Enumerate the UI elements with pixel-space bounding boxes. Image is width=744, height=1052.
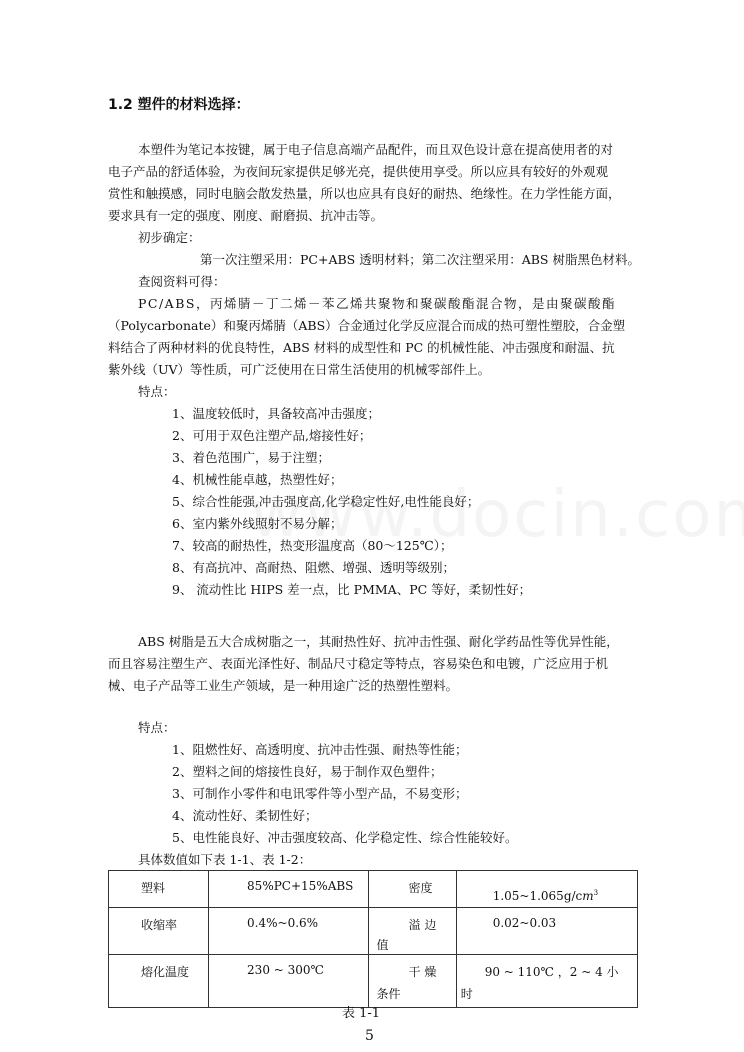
feature-item: 3、着色范围广，易于注塑； [172, 450, 330, 465]
cell-label: 收缩率 [141, 918, 178, 932]
feature-item: 3、可制作小零件和电讯零件等小型产品，不易变形； [172, 786, 468, 801]
cell-value: 0.02~0.03 [492, 916, 557, 930]
intro-line-4: 要求具有一定的强度、刚度、耐磨损、抗冲击等。 [108, 208, 384, 223]
density-exponent: 3 [593, 889, 599, 897]
feature-item: 8、有高抗冲、高耐热、阻燃、增强、透明等级别； [172, 560, 455, 575]
pcabs-line-2: （Polycarbonate）和聚丙烯腈（ABS）合金通过化学反应混合而成的热可塑性塑胶，合金塑 [108, 318, 626, 333]
prelim-text: 第一次注塑采用：PC+ABS 透明材料；第二次注塑采用：ABS 树脂黑色材料。 [200, 252, 640, 267]
table-intro: 具体数值如下表 1-1、表 1-2： [138, 852, 312, 867]
feature-item: 1、阻燃性好、高透明度、抗冲击性强、耐热等性能； [172, 742, 468, 757]
abs-line-2: 而且容易注塑生产、表面光泽性好、制品尺寸稳定等特点，容易染色和电镀，广泛应用于机 [108, 656, 609, 671]
density-unit: m [582, 889, 594, 903]
pcabs-line-1: PC/ABS，丙烯腈－丁二烯－苯乙烯共聚物和聚碳酸酯混合物，是由聚碳酸酯 [138, 296, 616, 311]
cell-value: 0.4%~0.6% [247, 916, 319, 930]
intro-line-2: 电子产品的舒适体验，为夜间玩家提供足够光亮，提供使用享受。所以应具有较好的外观观 [108, 164, 609, 179]
cell-label: 密度 [408, 881, 433, 895]
feature-item: 2、塑料之间的熔接性良好，易于制作双色塑件； [172, 764, 443, 779]
properties-table [108, 870, 638, 1008]
cell-label: 熔化温度 [141, 965, 190, 979]
pcabs-line-4: 紫外线（UV）等性质，可广泛使用在日常生活使用的机械零部件上。 [108, 362, 491, 377]
table-row [109, 871, 638, 908]
feature-item: 6、室内紫外线照射不易分解； [172, 516, 343, 531]
pcabs-line-3: 料结合了两种材料的优良特性，ABS 材料的成型性和 PC 的机械性能、冲击强度和耐温、抗 [108, 340, 615, 355]
cell-label: 溢 边 [408, 918, 437, 932]
cell-value: 时 [460, 987, 473, 1001]
cell-value [493, 889, 598, 903]
cell-label: 值 [376, 938, 389, 952]
feature-item: 5、综合性能强,冲击强度高,化学稳定性好,电性能良好； [172, 494, 480, 509]
table-caption: 表 1-1 [342, 1006, 381, 1021]
abs-line-1: ABS 树脂是五大合成树脂之一，其耐热性好、抗冲击性强、耐化学药品性等优异性能， [138, 634, 619, 649]
table-row [109, 908, 638, 955]
cell-value: 230 ~ 300℃ [247, 963, 324, 977]
density-value: 1.05~1.065g/c [492, 889, 583, 903]
cell-label: 干 燥 [408, 965, 437, 979]
cell-value: 90 ~ 110℃ ，2 ~ 4 小 [484, 965, 619, 979]
feature-item: 1、温度较低时，具备较高冲击强度； [172, 406, 380, 421]
feature-item: 4、流动性好、柔韧性好； [172, 808, 318, 823]
section-heading: 1.2 塑件的材料选择： [108, 97, 250, 113]
feature-item: 2、可用于双色注塑产品,熔接性好； [172, 428, 372, 443]
feature-item: 5、电性能良好、冲击强度较高、化学稳定性、综合性能较好。 [172, 830, 518, 845]
abs-line-3: 械、电子产品等工业生产领域，是一种用途广泛的热塑性塑料。 [108, 678, 459, 693]
feature-item: 4、机械性能卓越，热塑性好； [172, 472, 343, 487]
watermark [250, 478, 744, 552]
page-number: 5 [365, 1028, 374, 1044]
cell-label: 塑料 [141, 881, 166, 895]
intro-line-3: 赏性和触摸感，同时电脑会散发热量，所以也应具有良好的耐热、绝缘性。在力学性能方面， [108, 186, 621, 201]
cell-label: 条件 [376, 987, 401, 1001]
prelim-label: 初步确定： [138, 230, 201, 245]
features-label-1: 特点： [138, 384, 176, 399]
lookup-label: 查阅资料可得： [138, 274, 226, 289]
feature-item: 9、 流动性比 HIPS 差一点，比 PMMA、PC 等好，柔韧性好； [172, 582, 532, 597]
cell-value: 85%PC+15%ABS [247, 879, 354, 893]
table-row [109, 955, 638, 1008]
intro-line-1: 本塑件为笔记本按键，属于电子信息高端产品配件，而且双色设计意在提高使用者的对 [138, 142, 614, 157]
feature-item: 7、较高的耐热性，热变形温度高（80～125℃）； [172, 538, 453, 553]
features-label-2: 特点： [138, 720, 176, 735]
